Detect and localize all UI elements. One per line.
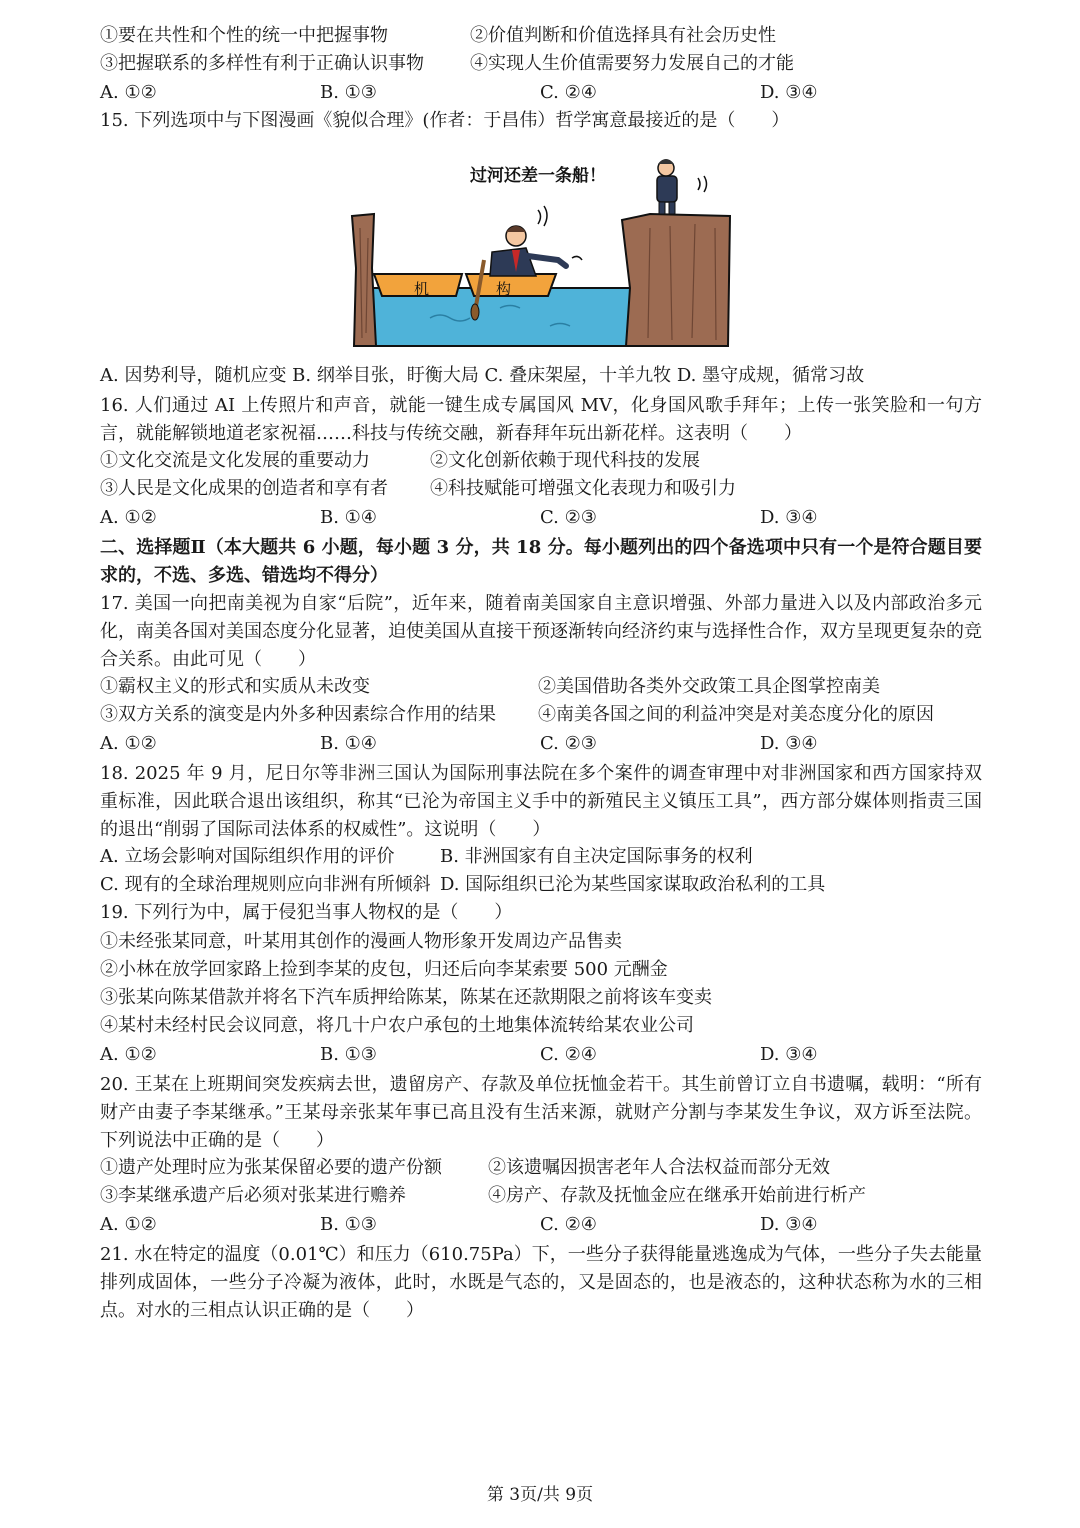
q18-choice-d: D. 国际组织已沦为某些国家谋取政治私利的工具 — [440, 874, 826, 895]
q17-stem: 17. 美国一向把南美视为自家“后院”，近年来，随着南美国家自主意识增强、外部力量进入以及内部政治多元化，南美各国对美国态度分化显著，迫使美国从直接干预逐渐转向经济约束与选择性合作，双方呈现更复杂的竞合关系。由此可见（ ） — [100, 593, 982, 670]
q16-choice-c: C. ②③ — [540, 507, 597, 528]
q17-choice-d: D. ③④ — [760, 733, 818, 754]
boat-left-label: 机 — [414, 280, 430, 298]
q17-item-3: ③双方关系的演变是内外多种因素综合作用的结果 — [100, 704, 496, 725]
cartoon-caption: 过河还差一条船！ — [470, 166, 606, 185]
q19-choice-d: D. ③④ — [760, 1044, 818, 1065]
q16-choice-a: A. ①② — [100, 507, 157, 528]
q16-item-3: ③人民是文化成果的创造者和享有者 — [100, 478, 388, 499]
q19-item-1: ①未经张某同意，叶某用其创作的漫画人物形象开发周边产品售卖 — [100, 931, 622, 952]
q14-item-3: ③把握联系的多样性有利于正确认识事物 — [100, 53, 424, 74]
q16-item-4: ④科技赋能可增强文化表现力和吸引力 — [430, 478, 736, 499]
q14-item-1: ①要在共性和个性的统一中把握事物 — [100, 25, 388, 46]
left-cliff — [352, 214, 376, 346]
q18-stem: 18. 2025 年 9 月，尼日尔等非洲三国认为国际刑事法院在多个案件的调查审理中对非洲国家和西方国家持双重标准，因此联合退出该组织，称其“已沦为帝国主义手中的新殖民主义镇压工具”，西方部分媒体则指责三国的退出“削弱了国际司法体系的权威性”。这说明（ ） — [100, 763, 982, 840]
boat-right-label: 构 — [496, 280, 512, 298]
q19-choice-a: A. ①② — [100, 1044, 157, 1065]
q20-item-3: ③李某继承遗产后必须对张某进行赡养 — [100, 1185, 406, 1206]
q18-choice-a: A. 立场会影响对国际组织作用的评价 — [100, 846, 395, 867]
q19-choice-b: B. ①③ — [320, 1044, 377, 1065]
q14-choice-b: B. ①③ — [320, 82, 377, 103]
cartoon-figure — [350, 148, 732, 348]
q14-item-4: ④实现人生价值需要努力发展自己的才能 — [470, 53, 794, 74]
q17-choice-a: A. ①② — [100, 733, 157, 754]
q16-choice-b: B. ①④ — [320, 507, 377, 528]
q17-item-1: ①霸权主义的形式和实质从未改变 — [100, 676, 370, 697]
q20-choice-d: D. ③④ — [760, 1214, 818, 1235]
q20-item-2: ②该遗嘱因损害老年人合法权益而部分无效 — [488, 1157, 830, 1178]
q19-choice-c: C. ②④ — [540, 1044, 597, 1065]
q14-item-2: ②价值判断和价值选择具有社会历史性 — [470, 25, 776, 46]
q15-choices: A. 因势利导，随机应变 B. 纲举目张，盱衡大局 C. 叠床架屋，十羊九牧 D. 墨守成规，循常习故 — [100, 365, 865, 386]
q20-stem: 20. 王某在上班期间突发疾病去世，遗留房产、存款及单位抚恤金若干。其生前曾订立自书遗嘱，载明：“所有财产由妻子李某继承。”王某母亲张某年事已高且没有生活来源，就财产分割与李某发生争议，双方诉至法院。下列说法中正确的是（ ） — [100, 1074, 982, 1151]
standing-man — [657, 159, 707, 214]
q20-choice-a: A. ①② — [100, 1214, 157, 1235]
q15-stem: 15. 下列选项中与下图漫画《貌似合理》(作者：于昌伟）哲学寓意最接近的是（ ） — [100, 110, 790, 131]
q19-item-3: ③张某向陈某借款并将名下汽车质押给陈某，陈某在还款期限之前将该车变卖 — [100, 987, 712, 1008]
q16-item-2: ②文化创新依赖于现代科技的发展 — [430, 450, 700, 471]
q18-choice-b: B. 非洲国家有自主决定国际事务的权利 — [440, 846, 753, 867]
q14-choice-d: D. ③④ — [760, 82, 818, 103]
q20-choice-c: C. ②④ — [540, 1214, 597, 1235]
q20-item-1: ①遗产处理时应为张某保留必要的遗产份额 — [100, 1157, 442, 1178]
q17-item-2: ②美国借助各类外交政策工具企图掌控南美 — [538, 676, 880, 697]
q17-choice-c: C. ②③ — [540, 733, 597, 754]
q16-stem: 16. 人们通过 AI 上传照片和声音，就能一键生成专属国风 MV，化身国风歌手拜年；上传一张笑脸和一句方言，就能解锁地道老家祝福……科技与传统交融，新春拜年玩出新花样。这表明（ ） — [100, 395, 982, 444]
q16-item-1: ①文化交流是文化发展的重要动力 — [100, 450, 370, 471]
section-2-heading: 二、选择题Ⅱ（本大题共 6 小题，每小题 3 分，共 18 分。每小题列出的四个备选项中只有一个是符合题目要求的，不选、多选、错选均不得分） — [100, 537, 982, 586]
page-footer: 第 3页/共 9页 — [486, 1485, 594, 1505]
q18-choice-c: C. 现有的全球治理规则应向非洲有所倾斜 — [100, 874, 431, 895]
right-cliff — [622, 214, 730, 346]
q17-item-4: ④南美各国之间的利益冲突是对美态度分化的原因 — [538, 704, 934, 725]
q14-choice-c: C. ②④ — [540, 82, 597, 103]
q19-item-2: ②小林在放学回家路上捡到李某的皮包，归还后向李某索要 500 元酬金 — [100, 959, 668, 980]
q17-choice-b: B. ①④ — [320, 733, 377, 754]
q14-choice-a: A. ①② — [100, 82, 157, 103]
q19-stem: 19. 下列行为中，属于侵犯当事人物权的是（ ） — [100, 902, 513, 923]
q20-item-4: ④房产、存款及抚恤金应在继承开始前进行析产 — [488, 1185, 866, 1206]
q20-choice-b: B. ①③ — [320, 1214, 377, 1235]
q16-choice-d: D. ③④ — [760, 507, 818, 528]
q19-item-4: ④某村未经村民会议同意，将几十户农户承包的土地集体流转给某农业公司 — [100, 1015, 694, 1036]
q21-stem: 21. 水在特定的温度（0.01℃）和压力（610.75Pa）下，一些分子获得能量逃逸成为气体，一些分子失去能量排列成固体，一些分子冷凝为液体，此时，水既是气态的，又是固态的，也是液态的，这种状态称为水的三相点。对水的三相点认识正确的是（ ） — [100, 1244, 982, 1321]
